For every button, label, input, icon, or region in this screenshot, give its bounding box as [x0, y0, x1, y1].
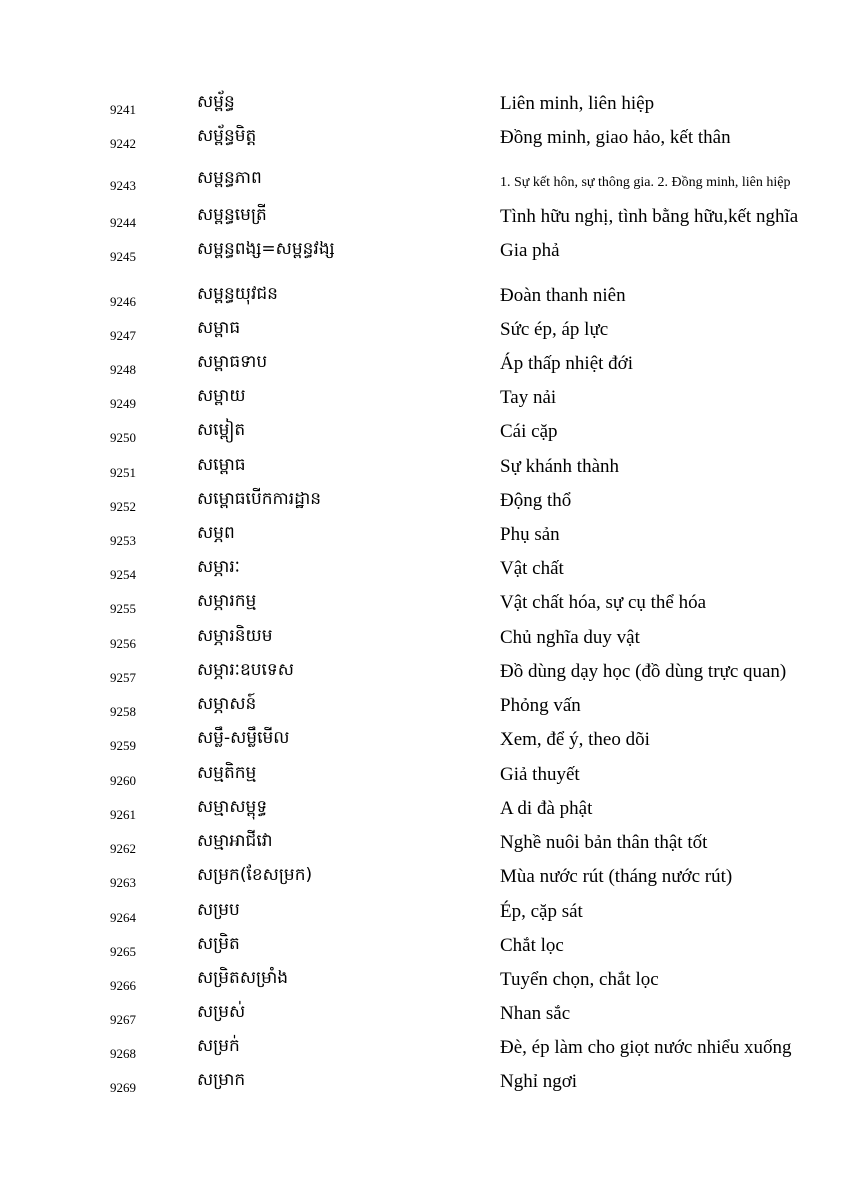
khmer-term: សម្ពន្ធយុវជន: [197, 284, 278, 304]
entry-number: 9245: [110, 249, 136, 264]
khmer-term: សម្រក(ខែសម្រក): [197, 865, 313, 885]
entry-row: [0, 419, 848, 453]
khmer-term: សម្រិត: [197, 934, 240, 954]
entry-row: [0, 864, 848, 898]
entry-row: [0, 590, 848, 624]
entry-row: [0, 830, 848, 864]
entry-row: [0, 1035, 848, 1069]
entry-number: 9263: [110, 875, 136, 890]
khmer-term: សម្ពន្ធមេត្រី: [197, 205, 267, 225]
entry-number: 9254: [110, 567, 136, 582]
entry-number: 9243: [110, 178, 136, 193]
entry-number: 9264: [110, 910, 136, 925]
entry-row: [0, 204, 848, 238]
entry-row: [0, 91, 848, 125]
vietnamese-meaning: Gia phả: [500, 240, 560, 261]
khmer-term: សម្ពាធទាប: [197, 352, 268, 372]
entry-number: 9246: [110, 294, 136, 309]
entry-row: [0, 167, 848, 201]
vietnamese-meaning: Giả thuyết: [500, 764, 580, 785]
vietnamese-meaning: Chắt lọc: [500, 935, 564, 956]
khmer-term: សម្ពាធ: [197, 318, 241, 338]
entry-number: 9250: [110, 430, 136, 445]
entry-number: 9256: [110, 636, 136, 651]
entry-row: [0, 351, 848, 385]
vietnamese-meaning: Mùa nước rút (tháng nước rút): [500, 866, 733, 887]
entry-row: [0, 454, 848, 488]
khmer-term: សម្ពៀត: [197, 420, 246, 440]
khmer-term: សម្មាអាជីវោ: [197, 831, 273, 851]
vietnamese-meaning: Ép, cặp sát: [500, 901, 583, 922]
vietnamese-meaning: 1. Sự kết hôn, sự thông gia. 2. Đồng minh, liên hiệp: [500, 175, 791, 190]
entry-row: [0, 317, 848, 351]
khmer-term: សម្ព័ន្ធមិត្ត: [197, 126, 257, 146]
entry-number: 9247: [110, 328, 136, 343]
vietnamese-meaning: Sự khánh thành: [500, 456, 620, 477]
khmer-term: សម្រក់: [197, 1036, 240, 1056]
vietnamese-meaning: Cái cặp: [500, 421, 558, 442]
entry-number: 9259: [110, 738, 136, 753]
khmer-term: សម្ភារៈ: [197, 557, 240, 577]
entry-number: 9249: [110, 396, 136, 411]
entry-row: [0, 933, 848, 967]
khmer-term: សម្មតិកម្ម: [197, 763, 257, 783]
khmer-term: សម្ពោធបើកការដ្ឋាន: [197, 489, 322, 509]
vietnamese-meaning: Tuyển chọn, chắt lọc: [500, 969, 659, 990]
entry-row: [0, 1069, 848, 1103]
khmer-term: សម្ព័ន្ធ: [197, 92, 235, 112]
khmer-term: សម្ភព: [197, 523, 235, 543]
khmer-term: សម្ភារកម្ម: [197, 591, 257, 611]
vietnamese-meaning: Sức ép, áp lực: [500, 319, 609, 340]
entry-number: 9255: [110, 601, 136, 616]
vietnamese-meaning: Chủ nghĩa duy vật: [500, 627, 640, 648]
vietnamese-meaning: Vật chất: [500, 558, 564, 579]
vietnamese-meaning: Nghề nuôi bản thân thật tốt: [500, 832, 708, 853]
entry-number: 9244: [110, 215, 136, 230]
entry-row: [0, 625, 848, 659]
vietnamese-meaning: Phỏng vấn: [500, 695, 581, 716]
khmer-term: សម្រប: [197, 900, 240, 920]
entry-row: [0, 125, 848, 159]
entry-number: 9260: [110, 773, 136, 788]
entry-number: 9241: [110, 102, 136, 117]
entry-row: [0, 796, 848, 830]
entry-number: 9269: [110, 1080, 136, 1095]
entry-row: [0, 762, 848, 796]
vietnamese-meaning: Xem, để ý, theo dõi: [500, 729, 650, 750]
entry-row: [0, 693, 848, 727]
vietnamese-meaning: Nhan sắc: [500, 1003, 571, 1024]
entry-row: [0, 727, 848, 761]
khmer-term: សម្មាសម្ពុទ្ធ: [197, 797, 268, 817]
entry-number: 9253: [110, 533, 136, 548]
entry-number: 9261: [110, 807, 136, 822]
entry-row: [0, 283, 848, 317]
entry-number: 9257: [110, 670, 136, 685]
khmer-term: សម្ភាសន៍: [197, 694, 257, 714]
entry-number: 9262: [110, 841, 136, 856]
vietnamese-meaning: Đè, ép làm cho giọt nước nhiểu xuống: [500, 1037, 792, 1058]
entry-number: 9248: [110, 362, 136, 377]
entry-number: 9267: [110, 1012, 136, 1027]
entry-number: 9258: [110, 704, 136, 719]
khmer-term: សម្រិតសម្រាំង: [197, 968, 289, 988]
vietnamese-meaning: Tình hữu nghị, tình bằng hữu,kết nghĩa: [500, 206, 799, 227]
khmer-term: សម្ពន្ធភាព: [197, 168, 262, 188]
vietnamese-meaning: Nghỉ ngơi: [500, 1071, 578, 1092]
entry-number: 9251: [110, 465, 136, 480]
entry-number: 9265: [110, 944, 136, 959]
entry-row: [0, 556, 848, 590]
entry-row: [0, 1001, 848, 1035]
vietnamese-meaning: Đồng minh, giao hảo, kết thân: [500, 127, 731, 148]
vietnamese-meaning: Động thổ: [500, 490, 572, 511]
vietnamese-meaning: Đồ dùng dạy học (đồ dùng trực quan): [500, 661, 787, 682]
vietnamese-meaning: Liên minh, liên hiệp: [500, 93, 655, 114]
entry-row: [0, 967, 848, 1001]
entry-row: [0, 488, 848, 522]
entry-row: [0, 238, 848, 272]
entry-number: 9268: [110, 1046, 136, 1061]
vietnamese-meaning: Đoàn thanh niên: [500, 285, 626, 306]
khmer-term: សម្ពោធ: [197, 455, 246, 475]
entry-row: [0, 522, 848, 556]
vietnamese-meaning: Tay nải: [500, 387, 557, 408]
entry-row: [0, 899, 848, 933]
khmer-term: សម្រាក: [197, 1070, 246, 1090]
vietnamese-meaning: A di đà phật: [500, 798, 593, 819]
khmer-term: សម្រស់: [197, 1002, 246, 1022]
entry-number: 9252: [110, 499, 136, 514]
vietnamese-meaning: Phụ sản: [500, 524, 560, 545]
entry-row: [0, 659, 848, 693]
entry-number: 9266: [110, 978, 136, 993]
khmer-term: សម្ពាយ: [197, 386, 246, 406]
entry-number: 9242: [110, 136, 136, 151]
khmer-term: សម្ពន្ធពង្ស=សម្ពន្ធវង្ស: [197, 239, 335, 259]
khmer-term: សម្ភារនិយម: [197, 626, 273, 646]
vietnamese-meaning: Áp thấp nhiệt đới: [500, 353, 633, 374]
khmer-term: សម្លឹ-សម្លឹមើល: [197, 728, 290, 748]
khmer-term: សម្ភារៈឧបទេស: [197, 660, 294, 680]
vietnamese-meaning: Vật chất hóa, sự cụ thể hóa: [500, 592, 707, 613]
entry-row: [0, 385, 848, 419]
